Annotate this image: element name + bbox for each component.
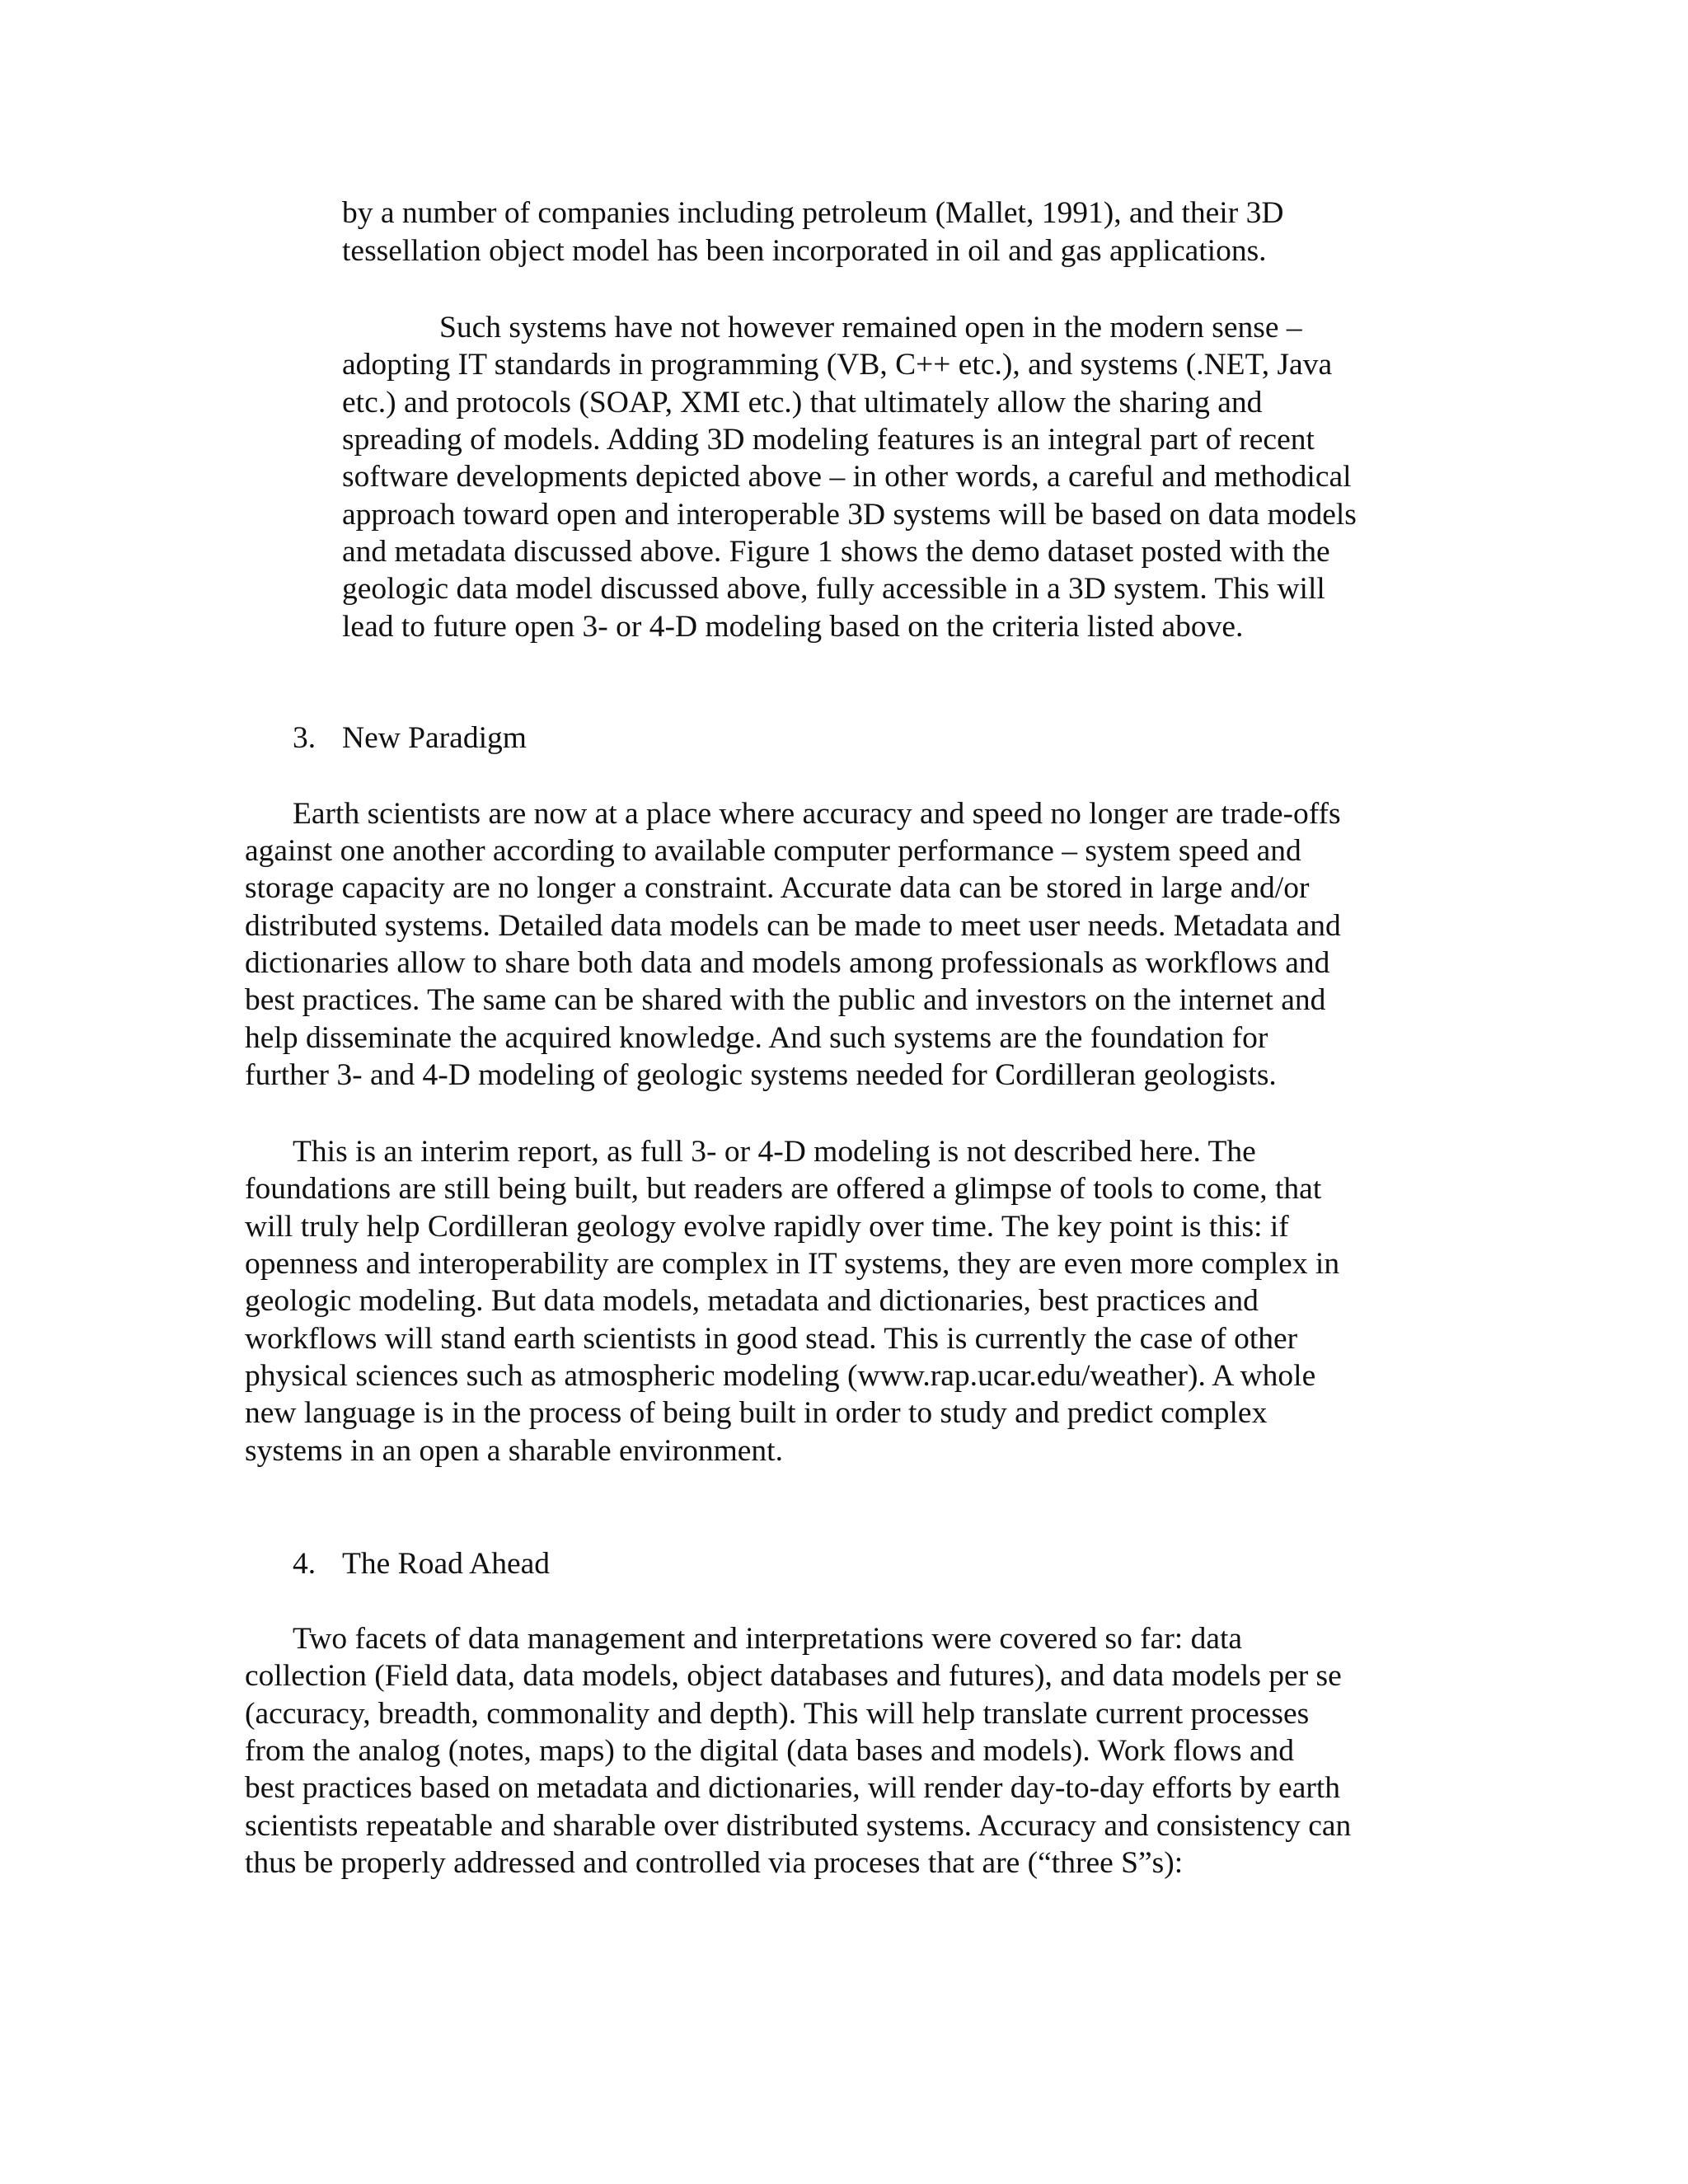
text-line: spreading of models. Adding 3D modeling features is an integral part of recent [342, 423, 1315, 457]
section-title: New Paradigm [342, 721, 527, 755]
section-title: The Road Ahead [342, 1547, 551, 1581]
text-line: geologic data model discussed above, fully accessible in a 3D system. This will [342, 572, 1325, 606]
text-line: geologic modeling. But data models, metadata and dictionaries, best practices and [245, 1284, 1259, 1318]
text-line: approach toward open and interoperable 3D systems will be based on data models [342, 498, 1357, 532]
text-line: by a number of companies including petroleum (Mallet, 1991), and their 3D [342, 196, 1284, 230]
text-line: help disseminate the acquired knowledge. And such systems are the foundation for [245, 1021, 1268, 1055]
text-line: best practices based on metadata and dictionaries, will render day-to-day efforts by earth [245, 1771, 1340, 1805]
text-line: from the analog (notes, maps) to the digital (data bases and models). Work flows and [245, 1734, 1295, 1768]
text-line: workflows will stand earth scientists in good stead. This is currently the case of other [245, 1322, 1298, 1356]
text-line: best practices. The same can be shared with the public and investors on the internet and [245, 983, 1326, 1017]
text-line: foundations are still being built, but readers are offered a glimpse of tools to come, that [245, 1172, 1322, 1206]
text-line: dictionaries allow to share both data and models among professionals as workflows and [245, 946, 1330, 980]
text-line: This is an interim report, as full 3- or 4-D modeling is not described here. The [293, 1135, 1256, 1169]
text-line: storage capacity are no longer a constraint. Accurate data can be stored in large and/or [245, 871, 1310, 905]
text-line: further 3- and 4-D modeling of geologic systems needed for Cordilleran geologists. [245, 1058, 1277, 1092]
section-number: 3. [293, 721, 316, 755]
text-line: etc.) and protocols (SOAP, XMI etc.) that ultimately allow the sharing and [342, 386, 1263, 419]
text-line: lead to future open 3- or 4-D modeling based on the criteria listed above. [342, 610, 1244, 644]
text-line: adopting IT standards in programming (VB, C++ etc.), and systems (.NET, Java [342, 348, 1333, 382]
text-line: will truly help Cordilleran geology evolve rapidly over time. The key point is this: if [245, 1210, 1289, 1244]
text-line: systems in an open a sharable environment. [245, 1434, 783, 1468]
text-line: openness and interoperability are complex in IT systems, they are even more complex in [245, 1247, 1340, 1281]
text-line: thus be properly addressed and controlled via proceses that are (“three S”s): [245, 1846, 1184, 1880]
section-number: 4. [293, 1547, 316, 1581]
text-line: Earth scientists are now at a place where accuracy and speed no longer are trade-offs [293, 797, 1341, 831]
text-line: scientists repeatable and sharable over distributed systems. Accuracy and consistency can [245, 1809, 1352, 1843]
text-line: and metadata discussed above. Figure 1 shows the demo dataset posted with the [342, 535, 1330, 569]
text-line: against one another according to available computer performance – system speed and [245, 834, 1301, 868]
text-line: (accuracy, breadth, commonality and depth). This will help translate current processes [245, 1697, 1310, 1731]
text-line: collection (Field data, data models, object databases and futures), and data models per se [245, 1659, 1342, 1693]
text-line: software developments depicted above – in other words, a careful and methodical [342, 460, 1352, 494]
text-line: tessellation object model has been incorporated in oil and gas applications. [342, 234, 1267, 268]
text-line: Such systems have not however remained open in the modern sense – [439, 311, 1302, 344]
text-line: Two facets of data management and interpretations were covered so far: data [293, 1622, 1243, 1656]
text-line: new language is in the process of being built in order to study and predict complex [245, 1396, 1268, 1430]
text-line: distributed systems. Detailed data models can be made to meet user needs. Metadata and [245, 909, 1341, 943]
text-line: physical sciences such as atmospheric modeling (www.rap.ucar.edu/weather). A whole [245, 1359, 1316, 1393]
